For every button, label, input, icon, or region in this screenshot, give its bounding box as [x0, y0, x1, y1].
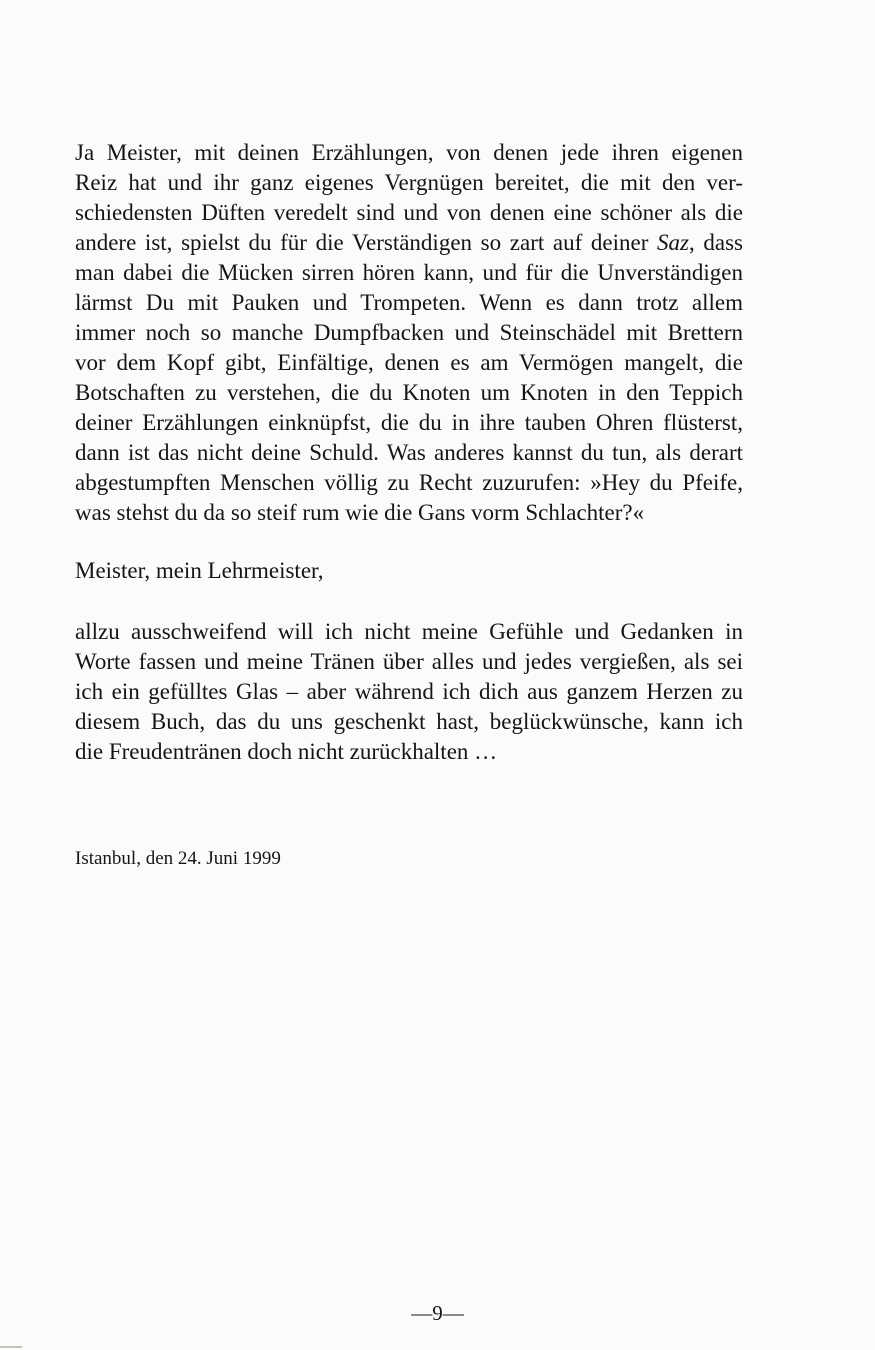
text-line: schiedensten Düften veredelt sind und von denen eine schöner als die	[75, 200, 743, 225]
text-line: die Freudentränen doch nicht zurückhalten …	[75, 739, 498, 764]
text-line-with-italic	[75, 228, 743, 258]
paragraph-praise	[75, 138, 743, 528]
italic-word-saz: Saz	[657, 230, 689, 255]
salutation	[75, 556, 743, 586]
text-line: Reiz hat und ihr ganz eigenes Vergnügen bereitet, die mit den ver-	[75, 170, 743, 195]
text-line: Worte fassen und meine Tränen über alles und jedes vergießen, als sei	[75, 649, 743, 674]
salutation-text: Meister, mein Lehrmeister,	[75, 558, 324, 583]
text-line: diesem Buch, das du uns geschenkt hast, beglückwünsche, kann ich	[75, 709, 743, 734]
text-line: deiner Erzählungen einknüpfst, die du in ihre tauben Ohren flüsterst,	[75, 410, 743, 435]
text-fragment: , dass	[688, 230, 743, 255]
text-line: Botschaften zu verstehen, die du Knoten um Knoten in den Teppich	[75, 380, 743, 405]
text-line: allzu ausschweifend will ich nicht meine Gefühle und Gedanken in	[75, 619, 743, 644]
text-line: dann ist das nicht deine Schuld. Was anderes kannst du tun, als derart	[75, 440, 743, 465]
scan-artifact	[0, 1346, 22, 1348]
text-line: immer noch so manche Dumpfbacken und Steinschädel mit Brettern	[75, 320, 743, 345]
text-line: ich ein gefülltes Glas – aber während ich dich aus ganzem Herzen zu	[75, 679, 743, 704]
text-line: vor dem Kopf gibt, Einfältige, denen es am Vermögen mangelt, die	[75, 350, 743, 375]
text-line: Ja Meister, mit deinen Erzählungen, von denen jede ihren eigenen	[75, 140, 743, 165]
text-line: abgestumpften Menschen völlig zu Recht zuzurufen: »Hey du Pfeife,	[75, 470, 743, 495]
paragraph-gratitude	[75, 617, 743, 767]
text-line: man dabei die Mücken sirren hören kann, und für die Unverständigen	[75, 260, 743, 285]
place-and-date: Istanbul, den 24. Juni 1999	[75, 848, 281, 869]
text-line: was stehst du da so steif rum wie die Gans vorm Schlachter?«	[75, 500, 645, 525]
text-fragment: andere ist, spielst du für die Verständigen so zart auf deiner	[75, 230, 658, 255]
text-line: lärmst Du mit Pauken und Trompeten. Wenn es dann trotz allem	[75, 290, 743, 315]
page-number: —9—	[411, 1301, 464, 1325]
